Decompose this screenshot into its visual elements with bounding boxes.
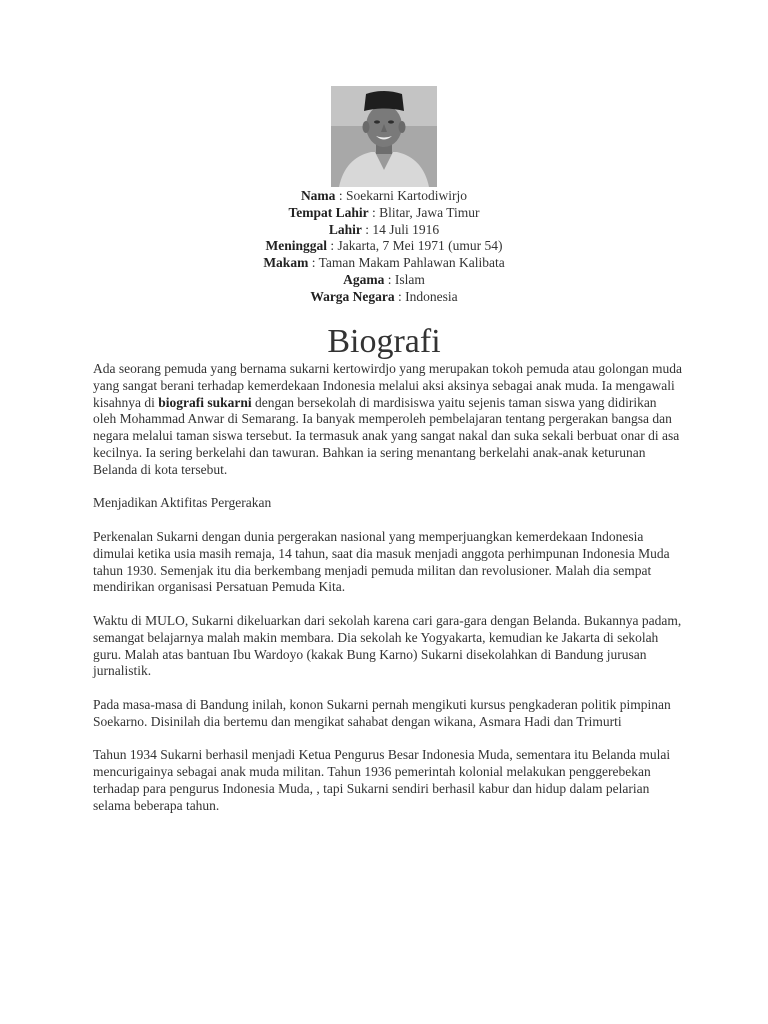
infobox-row-meninggal (0, 238, 768, 255)
infobox-value: : Islam (384, 271, 425, 287)
portrait-photo (331, 86, 437, 187)
article-body (93, 361, 683, 831)
infobox-row-warga-negara (0, 289, 768, 306)
infobox-label: Tempat Lahir (288, 204, 369, 220)
infobox (0, 188, 768, 306)
infobox-row-lahir (0, 222, 768, 239)
paragraph: Pada masa-masa di Bandung inilah, konon Sukarni pernah mengikuti kursus pengkaderan politik pimpinan Soekarno. Disinilah dia bertemu dan mengikat sahabat dengan wikana, Asmara Hadi dan Trimurti (93, 696, 671, 729)
intro-text-continued: dengan bersekolah di mardisiswa yaitu sejenis taman siswa yang didirikan oleh Mohammad Anwar di Semarang. Ia banyak memperoleh pembelajaran tentang pergerakan bangsa dan negara melalui taman siswa tersebut. Ia termasuk anak yang sangat nakal dan suka sekali berbuat onar di asa kecilnya. Ia sering berkelahi dan tawuran. Bahkan ia sering menantang berkelahi anak-anak keturunan Belanda di kota tersebut. (93, 394, 680, 477)
portrait-illustration (331, 86, 437, 187)
intro-text: Ada seorang pemuda yang bernama sukarni kertowirdjo yang merupakan tokoh pemuda atau golongan muda yang sangat berani terhadap kemerdekaan Indonesia melalui aksi aksinya sebagai anak muda. Ia mengawali kisahnya di (93, 361, 682, 410)
infobox-value: : Jakarta, 7 Mei 1971 (umur 54) (327, 238, 503, 254)
infobox-value: : Indonesia (394, 288, 458, 304)
infobox-value: : 14 Juli 1916 (361, 221, 440, 237)
infobox-label: Nama (300, 188, 336, 203)
infobox-row-tempat-lahir (0, 205, 768, 222)
paragraph: Tahun 1934 Sukarni berhasil menjadi Ketua Pengurus Besar Indonesia Muda, sementara itu Belanda mulai mencurigainya sebagai anak muda militan. Tahun 1936 pemerintah kolonial melakukan penggerebekan terhadap para pengurus Indonesia Muda, , tapi Sukarni sendiri berhasil kabur dan hidup dalam pelarian selama beberapa tahun. (93, 747, 671, 813)
infobox-value: : Taman Makam Pahlawan Kalibata (308, 255, 505, 271)
infobox-row-nama (0, 188, 768, 205)
infobox-label: Makam (263, 255, 309, 271)
intro-bold-link-text: biografi sukarni (158, 394, 252, 410)
infobox-label: Agama (343, 271, 385, 287)
page-title: Biografi (327, 323, 441, 360)
paragraph-intro (93, 361, 683, 479)
section-heading: Menjadikan Aktifitas Pergerakan (93, 495, 272, 511)
infobox-label: Lahir (328, 221, 362, 237)
paragraph: Perkenalan Sukarni dengan dunia pergerakan nasional yang memperjuangkan kemerdekaan Indonesia dimulai ketika usia masih remaja, 14 tahun, saat dia masuk menjadi anggota perhimpunan Indonesia Muda tahun 1930. Semenjak itu dia berkembang menjadi pemuda militan dan revolusioner. Malah dia sempat mendirikan organisasi Persatuan Pemuda Kita. (93, 528, 670, 595)
infobox-label: Warga Negara (310, 288, 395, 304)
infobox-row-makam (0, 255, 768, 272)
infobox-value: : Blitar, Jawa Timur (368, 204, 480, 220)
infobox-value: : Soekarni Kartodiwirjo (335, 188, 468, 203)
infobox-label: Meninggal (265, 238, 328, 254)
infobox-row-agama (0, 272, 768, 289)
paragraph: Waktu di MULO, Sukarni dikeluarkan dari sekolah karena cari gara-gara dengan Belanda. Bukannya padam, semangat belajarnya malah makin membara. Dia sekolah ke Yogyakarta, kemudian ke Jakarta di sekolah guru. Malah atas bantuan Ibu Wardoyo (kakak Bung Karno) Sukarni disekolahkan di Bandung jurusan jurnalistik. (93, 612, 682, 679)
